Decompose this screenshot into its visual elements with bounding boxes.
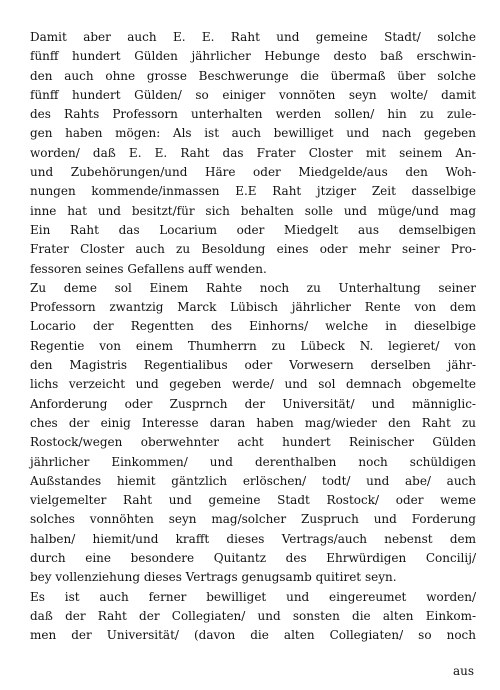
- text-line: des Rahts Professorn unterhalten werden sollen/ hin zu zule-: [30, 107, 476, 122]
- catchword: aus: [452, 664, 474, 678]
- text-line: daß der Raht der Collegiaten/ und sonsten die alten Einkom-: [30, 608, 476, 623]
- text-line: worden/ daß E. E. Raht das Frater Closter mit seinem An-: [30, 145, 476, 160]
- text-line: Es ist auch ferner bewilliget und eingereumet worden/: [30, 589, 476, 604]
- text-line: lichs verzeicht und gegeben werde/ und sol demnach obgemelte: [30, 377, 476, 392]
- text-line: Locario der Regentten des Einhorns/ welche in dieselbige: [30, 319, 476, 334]
- body-text: [30, 28, 476, 646]
- text-line: den auch ohne grosse Beschwerunge die übermaß über solche: [30, 68, 476, 83]
- text-line: Außstandes hiemit gäntzlich erlöschen/ todt/ und abe/ auch: [30, 473, 476, 488]
- text-line: solches vonnöhten seyn mag/solcher Zuspruch und Forderung: [30, 512, 476, 527]
- text-line: vielgemelter Raht und gemeine Stadt Rostock/ oder weme: [30, 493, 476, 508]
- text-line: Regentie von einem Thumherrn zu Lübeck N. legieret/ von: [30, 338, 476, 353]
- text-line: Anforderung oder Zusprnch der Universität/ und männiglic-: [30, 396, 476, 411]
- text-line: ches der einig Interesse daran haben mag/wieder den Raht zu: [30, 415, 476, 430]
- text-line: Frater Closter auch zu Besoldung eines oder mehr seiner Pro-: [30, 242, 476, 257]
- text-line: durch eine besondere Quitantz des Ehrwürdigen Concilij/: [30, 551, 476, 566]
- text-line: fünff hundert Gülden jährlicher Hebunge desto baß erschwin-: [30, 49, 476, 64]
- text-line: Professorn zwantzig Marck Lübisch jährlicher Rente von dem: [30, 300, 476, 315]
- text-line: Ein Raht das Locarium oder Miedgelt aus demselbigen: [30, 222, 476, 237]
- text-line: gen haben mögen: Als ist auch bewilliget und nach gegeben: [30, 126, 476, 141]
- text-line: nungen kommende/inmassen E.E Raht jtziger Zeit dasselbige: [30, 184, 476, 199]
- text-line: Rostock/wegen oberwehnter acht hundert Reinischer Gülden: [30, 435, 476, 450]
- text-line: Damit aber auch E. E. Raht und gemeine Stadt/ solche: [30, 30, 476, 44]
- text-line: halben/ hiemit/und krafft dieses Vertrags/auch nebenst dem: [30, 531, 476, 546]
- text-line: bey vollenziehung dieses Vertrags genugsamb quitiret seyn.: [30, 570, 397, 585]
- text-line: fessoren seines Gefallens auff wenden.: [30, 261, 267, 276]
- text-line: fünff hundert Gülden/ so einiger vonnöten seyn wolte/ damit: [30, 87, 476, 102]
- text-line: Zu deme sol Einem Rahte noch zu Unterhaltung seiner: [30, 280, 476, 295]
- text-line: den Magistris Regentialibus oder Vorwesern derselben jähr-: [30, 358, 476, 373]
- text-line: men der Universität/ (davon die alten Collegiaten/ so noch: [30, 628, 476, 643]
- text-line: und Zubehörungen/und Häre oder Miedgelde/aus den Woh-: [30, 165, 476, 180]
- text-line: jährlicher Einkommen/ und derenthalben noch schüldigen: [30, 454, 476, 469]
- text-line: inne hat und besitzt/für sich behalten solle und müge/und mag: [30, 203, 476, 218]
